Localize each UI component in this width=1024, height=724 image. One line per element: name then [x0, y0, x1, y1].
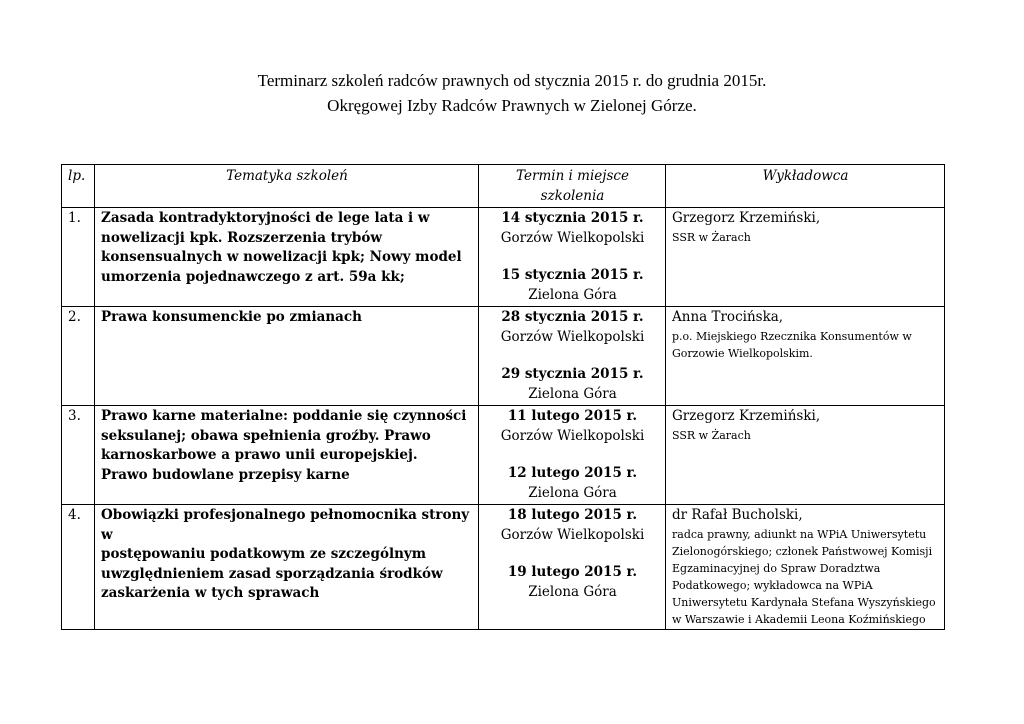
term-date: 15 stycznia 2015 r.: [501, 267, 644, 283]
term-place: Zielona Góra: [528, 583, 617, 600]
term-place: Gorzów Wielkopolski: [500, 328, 645, 345]
lecturer-role: radca prawny, adiunkt na WPiA Uniwersytetu Zielonogórskiego; członek Państwowej Komisji Egzaminacyjnej do Spraw Doradztwa Podatkowego; wykładowca na WPiA Uniwersytetu Kardynała Stefana Wyszyńskiego w Warszawie i Akademii Leona Koźmińskiego: [672, 527, 936, 626]
term-place: Gorzów Wielkopolski: [500, 427, 645, 444]
term-date: 29 stycznia 2015 r.: [501, 366, 644, 382]
topic-line: nowelizacji kpk. Rozszerzenia trybów: [101, 229, 382, 246]
lecturer-role: SSR w Żarach: [672, 230, 751, 244]
topic-line: Prawo karne materialne: poddanie się czynności: [101, 408, 467, 424]
term-date: 19 lutego 2015 r.: [507, 564, 638, 580]
term-date: 28 stycznia 2015 r.: [501, 309, 644, 325]
topic-line: zaskarżenia w tych sprawach: [101, 585, 320, 601]
term-place: Gorzów Wielkopolski: [500, 526, 645, 543]
row-number: 2.: [62, 307, 95, 406]
table-row: [62, 505, 945, 630]
term-date: 14 stycznia 2015 r.: [501, 210, 644, 226]
topic-line: konsensualnych w nowelizacji kpk; Nowy model: [101, 249, 462, 265]
header-term: Termin i miejsce szkolenia: [479, 165, 666, 208]
term-date: 18 lutego 2015 r.: [507, 507, 638, 523]
lecturer-name: Grzegorz Krzemiński,: [672, 210, 821, 226]
topic-line: umorzenia pojednawczego z art. 59a kk;: [101, 268, 405, 285]
row-topic: [95, 307, 479, 406]
row-topic: [95, 208, 479, 307]
header-topic: Tematyka szkoleń: [95, 165, 479, 208]
row-topic: [95, 505, 479, 630]
topic-line: Prawo budowlane przepisy karne: [101, 466, 350, 483]
term-date: 11 lutego 2015 r.: [507, 408, 638, 424]
row-lecturer: [666, 406, 945, 505]
term-place: Zielona Góra: [528, 484, 617, 501]
title-line-1: Terminarz szkoleń radców prawnych od stycznia 2015 r. do grudnia 2015r.: [257, 71, 767, 90]
row-term: [479, 307, 666, 406]
term-place: Zielona Góra: [528, 385, 617, 402]
row-topic: [95, 406, 479, 505]
header-lp: lp.: [62, 165, 95, 208]
title-line-2: Okręgowej Izby Radców Prawnych w Zielonej Górze.: [327, 96, 697, 115]
document-title: [0, 68, 1024, 118]
lecturer-name: Grzegorz Krzemiński,: [672, 408, 821, 424]
lecturer-role: p.o. Miejskiego Rzecznika Konsumentów w Gorzowie Wielkopolskim.: [672, 329, 912, 360]
topic-line: seksulanej; obawa spełnienia groźby. Prawo: [101, 427, 431, 444]
term-date: 12 lutego 2015 r.: [507, 465, 638, 481]
table-header-row: [62, 165, 945, 208]
term-place: Zielona Góra: [528, 286, 617, 303]
table-row: [62, 307, 945, 406]
row-number: 4.: [62, 505, 95, 630]
topic-line: Zasada kontradyktoryjności de lege lata i w: [101, 210, 430, 226]
row-term: [479, 505, 666, 630]
training-schedule-table: [61, 164, 945, 630]
topic-line: Prawa konsumenckie po zmianach: [101, 309, 362, 325]
row-term: [479, 208, 666, 307]
row-lecturer: [666, 307, 945, 406]
term-place: Gorzów Wielkopolski: [500, 229, 645, 246]
row-lecturer: [666, 208, 945, 307]
table-row: [62, 406, 945, 505]
topic-line: uwzględnieniem zasad sporządzania środków: [101, 565, 443, 582]
topic-line: karnoskarbowe a prawo unii europejskiej.: [101, 447, 418, 463]
topic-line: postępowaniu podatkowym ze szczególnym: [101, 546, 427, 562]
table-row: [62, 208, 945, 307]
row-term: [479, 406, 666, 505]
lecturer-role: SSR w Żarach: [672, 428, 751, 442]
row-number: 3.: [62, 406, 95, 505]
lecturer-name: Anna Trocińska,: [672, 309, 784, 325]
header-lecturer: Wykładowca: [666, 165, 945, 208]
topic-line: Obowiązki profesjonalnego pełnomocnika strony w: [101, 507, 470, 543]
row-lecturer: [666, 505, 945, 630]
lecturer-name: dr Rafał Bucholski,: [672, 507, 803, 523]
row-number: 1.: [62, 208, 95, 307]
